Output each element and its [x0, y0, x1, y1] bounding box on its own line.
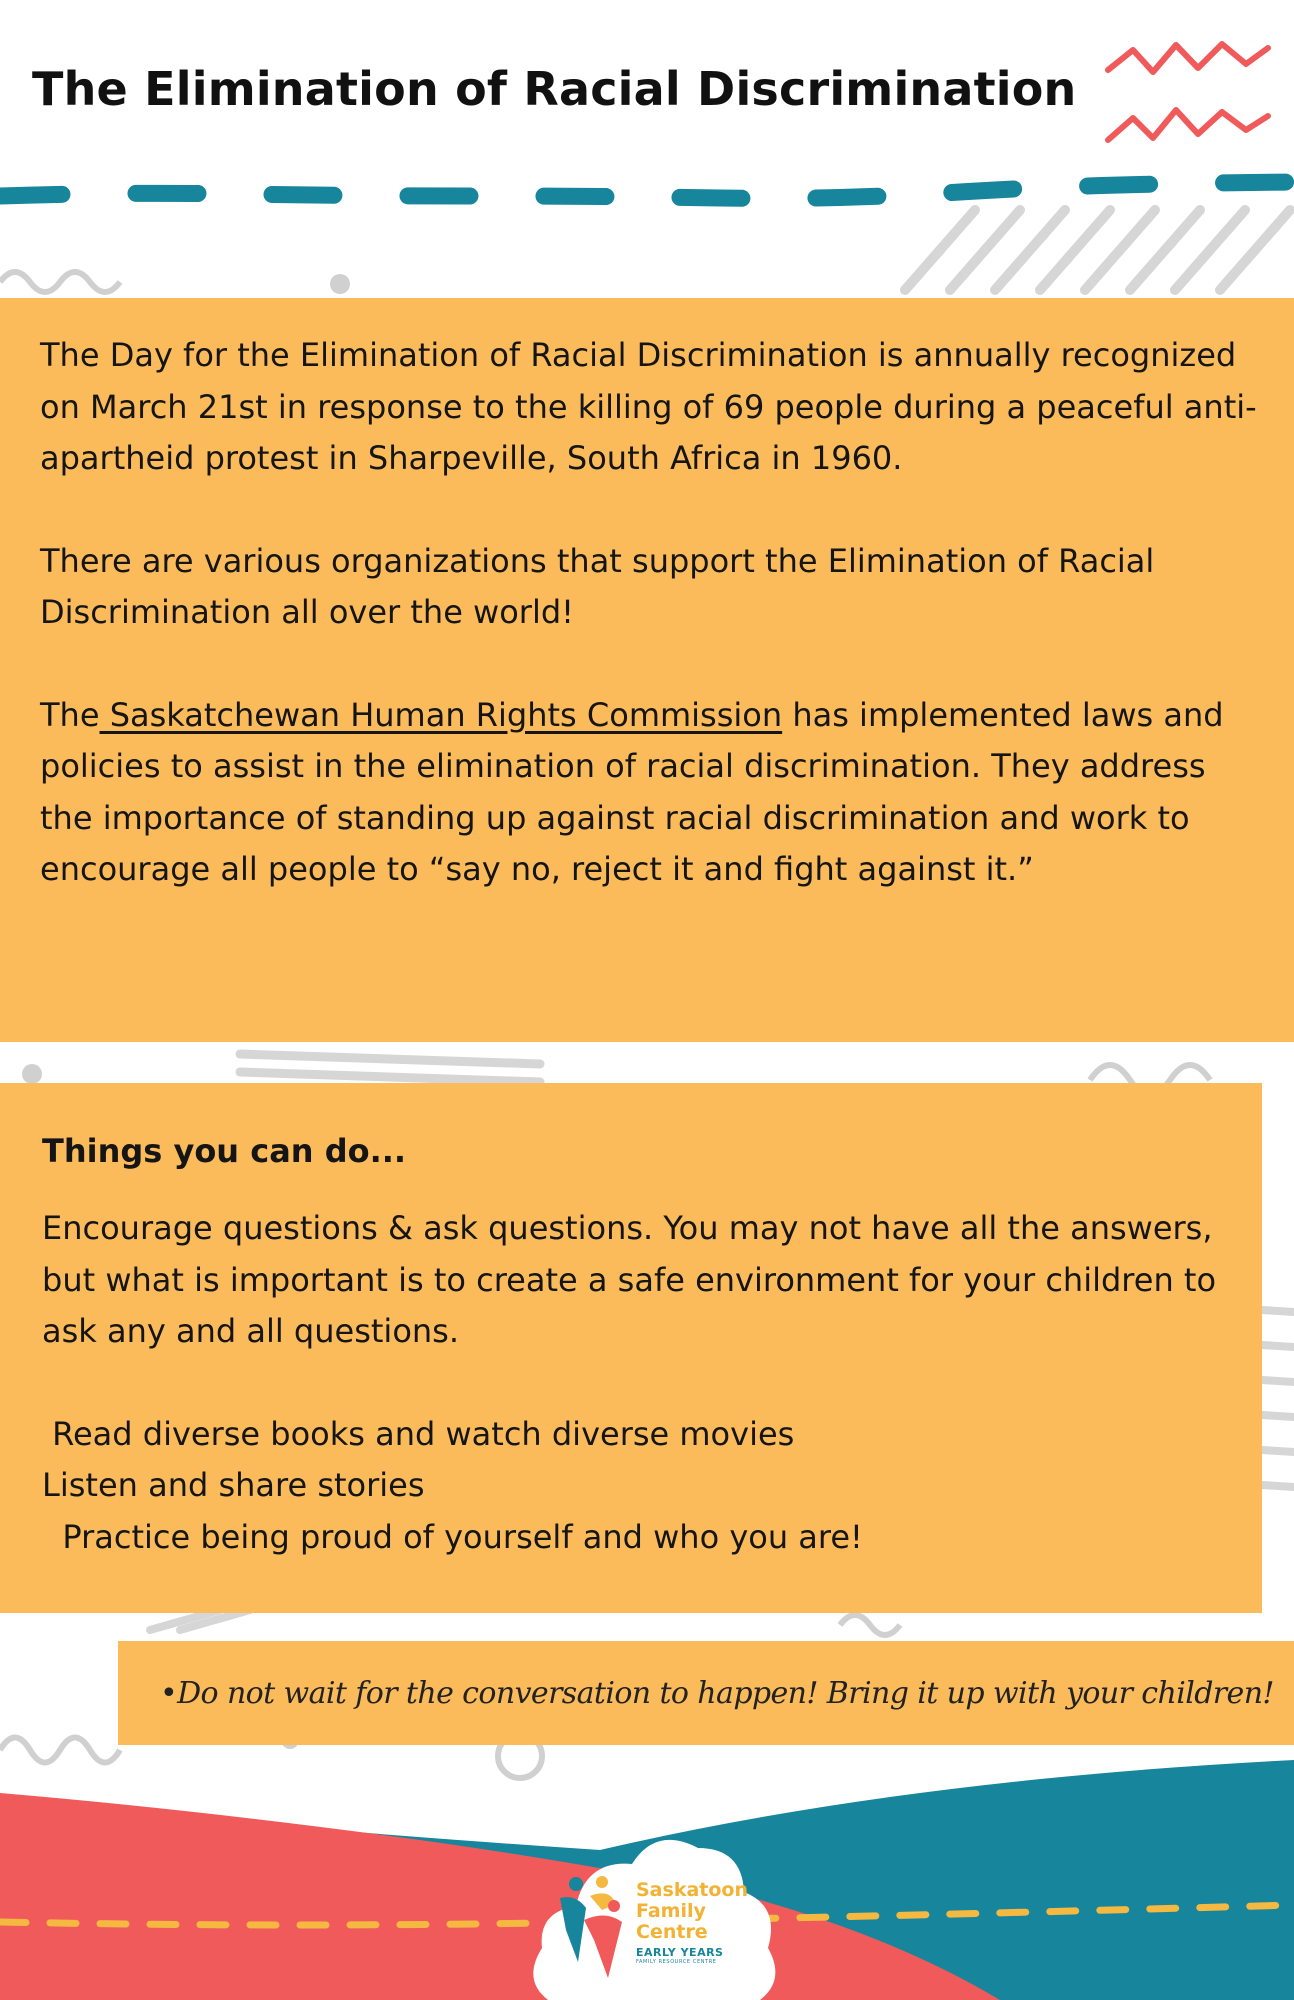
saskatoon-family-centre-logo — [528, 1830, 778, 2000]
commission-suffix: has implemented laws and policies to assist in the elimination of racial discrimination. They address the importance of standing up against racial discrimination and work to encourage all people to “say no, reject it and fight against it.” — [40, 695, 1224, 888]
list-item: Listen and share stories — [42, 1466, 425, 1504]
squiggle-decoration — [0, 1738, 120, 1763]
dashed-wave-decoration — [0, 182, 1294, 198]
commission-prefix: The — [40, 695, 100, 734]
intro-paragraph: The Day for the Elimination of Racial Discrimination is annually recognized on March 21st in response to the killing of 69 people during a peaceful anti-apartheid protest in Sharpeville, South Africa in 1960. — [40, 336, 1257, 477]
stripes-decoration — [240, 1054, 540, 1082]
actions-panel — [0, 1083, 1262, 1613]
commission-paragraph — [40, 690, 1266, 896]
squiggle-decoration — [0, 272, 120, 292]
intro-panel — [0, 298, 1294, 1042]
logo-wordmark — [636, 1880, 748, 1965]
organizations-paragraph: There are various organizations that support the Elimination of Racial Discrimination all over the world! — [40, 541, 1155, 631]
callout-banner — [118, 1641, 1294, 1745]
dot-decoration — [330, 274, 350, 294]
actions-heading: Things you can do... — [42, 1132, 407, 1170]
zigzag-decoration — [1108, 110, 1268, 140]
dot-decoration — [22, 1064, 42, 1084]
zigzag-decoration — [1108, 44, 1268, 72]
callout-text: •Do not wait for the conversation to happen! Bring it up with your children! — [160, 1675, 1274, 1711]
actions-list — [42, 1409, 1234, 1564]
questions-paragraph: Encourage questions & ask questions. You may not have all the answers, but what is important is to create a safe environment for your children to ask any and all questions. — [42, 1209, 1217, 1350]
logo-line: Saskatoon — [636, 1879, 748, 1901]
family-figures-icon — [550, 1870, 632, 1980]
logo-subtitle-small: FAMILY RESOURCE CENTRE — [636, 1959, 717, 1965]
list-item: Read diverse books and watch diverse movies — [42, 1414, 795, 1453]
commission-link[interactable]: Saskatchewan Human Rights Commission — [99, 695, 783, 734]
squiggle-decoration — [840, 1615, 900, 1635]
stripes-decoration — [150, 1610, 250, 1630]
list-item: Practice being proud of yourself and who you are! — [42, 1517, 863, 1556]
stripes-decoration — [905, 210, 1290, 290]
page-title: The Elimination of Racial Discrimination — [32, 62, 1077, 116]
logo-line: Family — [636, 1900, 706, 1922]
logo-line: Centre — [636, 1921, 708, 1943]
logo-subtitle: EARLY YEARS — [636, 1946, 724, 1959]
stripes-decoration — [1262, 1310, 1294, 1487]
